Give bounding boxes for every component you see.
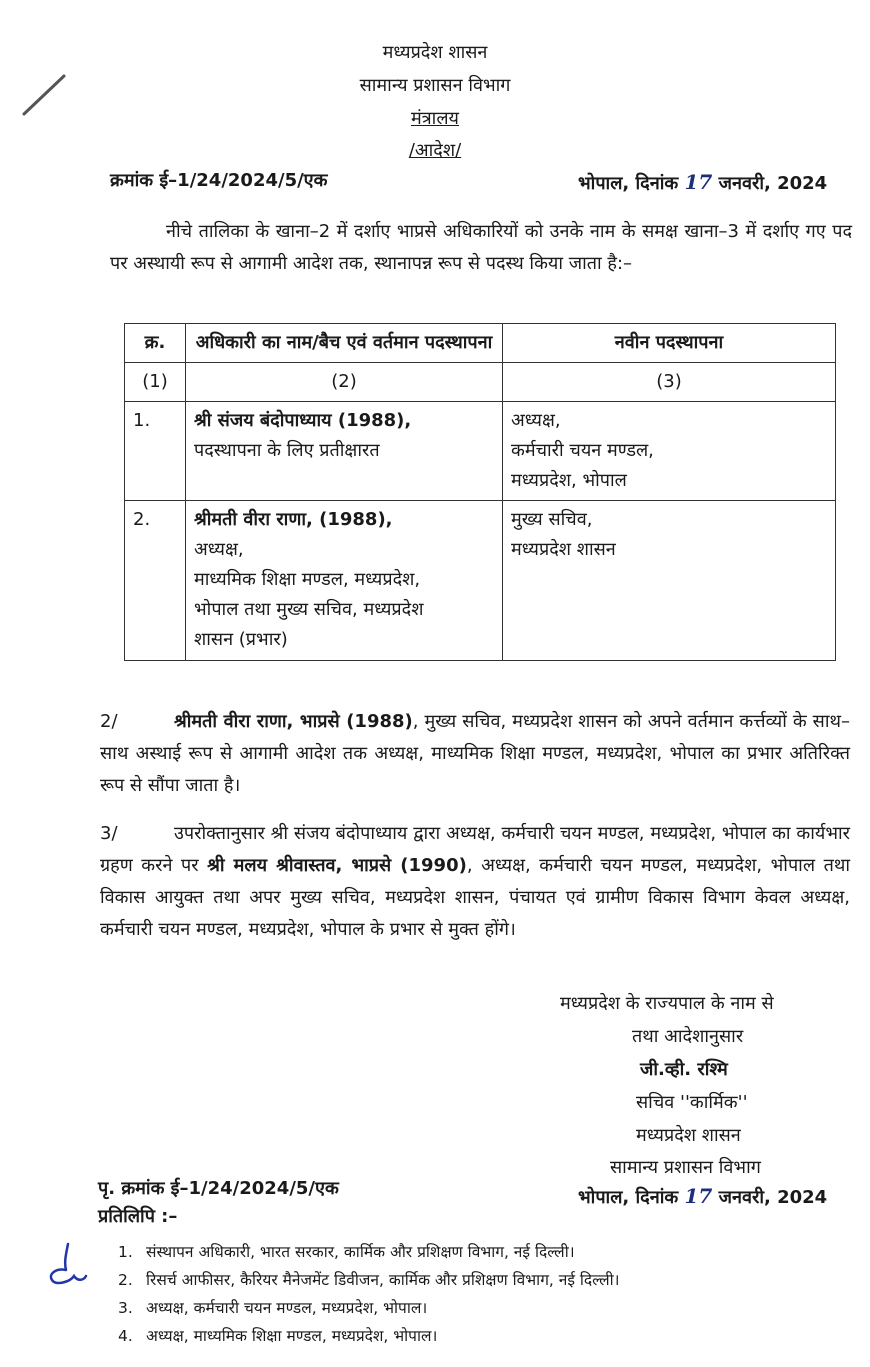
signatory-name: जी.व्ही. रश्मि — [640, 1059, 728, 1080]
table-row — [125, 501, 836, 661]
handwritten-mark-icon — [40, 1240, 90, 1290]
row-new-posting — [503, 501, 836, 661]
para-bold-name: श्रीमती वीरा राणा, भाप्रसे (1988) — [174, 711, 413, 732]
signatory-department: सामान्य प्रशासन विभाग — [610, 1157, 761, 1178]
order-date: भोपाल, दिनांक 17 जनवरी, 2024 — [578, 170, 828, 194]
officer-current: अध्यक्ष, — [194, 539, 244, 560]
handwritten-day: 17 — [684, 1184, 713, 1208]
new-posting-line: अध्यक्ष, — [511, 410, 561, 431]
para-text: उपरोक्तानुसार श्री संजय बंदोपाध्याय द्वारा अध्यक्ष, कर्मचारी चयन मण्डल, मध्यप्रदेश, भोपाल का कार्यभार ग्रहण करने पर — [100, 823, 850, 876]
intro-paragraph: नीचे तालिका के खाना–2 में दर्शाए भाप्रसे अधिकारियों को उनके नाम के समक्ष खाना–3 में दर्शाए गए पद पर अस्थायी रूप से आगामी आदेश तक, स्थानापन्न रूप से पदस्थ किया जाता है:– — [110, 221, 852, 274]
table-header-row — [125, 324, 836, 363]
signature-authority-2: तथा आदेशानुसार — [632, 1026, 744, 1047]
table-row — [125, 402, 836, 501]
para-number: 2/ — [100, 711, 118, 732]
officer-current: पदस्थापना के लिए प्रतीक्षारत — [194, 440, 380, 461]
cc-list — [118, 1238, 838, 1350]
row-new-posting — [503, 402, 836, 501]
signatory-designation: सचिव ''कार्मिक'' — [636, 1092, 748, 1113]
header-department: सामान्य प्रशासन विभाग — [359, 75, 511, 96]
header-serial: क्र. — [125, 324, 186, 363]
officer-name: श्री संजय बंदोपाध्याय (1988), — [194, 410, 412, 431]
row-serial: 1. — [125, 402, 186, 501]
row-officer — [186, 501, 503, 661]
row-officer — [186, 402, 503, 501]
officer-current: शासन (प्रभार) — [194, 629, 288, 650]
para-number: 3/ — [100, 823, 118, 844]
new-posting-line: मुख्य सचिव, — [511, 509, 593, 530]
officer-current: माध्यमिक शिक्षा मण्डल, मध्यप्रदेश, — [194, 569, 421, 590]
order-number: क्रमांक ई–1/24/2024/5/एक — [110, 170, 328, 191]
header-government: मध्यप्रदेश शासन — [382, 42, 488, 63]
header-order: /आदेश/ — [408, 140, 462, 161]
cc-label: प्रतिलिपि :– — [98, 1206, 178, 1227]
new-posting-line: कर्मचारी चयन मण्डल, — [511, 440, 654, 461]
endorsement-number: पृ. क्रमांक ई–1/24/2024/5/एक — [98, 1178, 339, 1199]
posting-table — [124, 323, 836, 661]
row-serial: 2. — [125, 501, 186, 661]
officer-name: श्रीमती वीरा राणा, (1988), — [194, 509, 393, 530]
list-item: 2. रिसर्च आफीसर, कैरियर मैनेजमेंट डिवीजन, कार्मिक और प्रशिक्षण विभाग, नई दिल्ली। — [118, 1271, 620, 1289]
header-ministry: मंत्रालय — [410, 108, 459, 129]
colnum-3: (3) — [503, 363, 836, 402]
paragraph-2 — [100, 706, 850, 802]
list-item: 1. संस्थापन अधिकारी, भारत सरकार, कार्मिक और प्रशिक्षण विभाग, नई दिल्ली। — [118, 1243, 575, 1261]
header-new-posting: नवीन पदस्थापना — [503, 324, 836, 363]
new-posting-line: मध्यप्रदेश, भोपाल — [511, 470, 627, 491]
list-item: 4. अध्यक्ष, माध्यमिक शिक्षा मण्डल, मध्यप्रदेश, भोपाल। — [118, 1327, 438, 1345]
officer-current: भोपाल तथा मुख्य सचिव, मध्यप्रदेश — [194, 599, 424, 620]
para-bold-name: श्री मलय श्रीवास्तव, भाप्रसे (1990) — [207, 855, 467, 876]
para-text: , अध्यक्ष, कर्मचारी चयन मण्डल, मध्यप्रदेश, भोपाल तथा विकास आयुक्त तथा अपर मुख्य सचिव, मध्यप्रदेश शासन, पंचायत एवं ग्रामीण विकास विभाग केवल अध्यक्ष, कर्मचारी चयन मण्डल, मध्यप्रदेश, भोपाल के प्रभार से मुक्त होंगे। — [100, 855, 851, 940]
para-text: , मुख्य सचिव, मध्यप्रदेश शासन को अपने वर्तमान कर्त्तव्यों के साथ–साथ अस्थाई रूप से आगामी आदेश तक अध्यक्ष, माध्यमिक शिक्षा मण्डल, मध्यप्रदेश, भोपाल का प्रभार अतिरिक्त रूप से सौंपा जाता है। — [100, 711, 850, 796]
handwritten-day: 17 — [684, 170, 713, 194]
colnum-2: (2) — [186, 363, 503, 402]
table-colnum-row — [125, 363, 836, 402]
signatory-org: मध्यप्रदेश शासन — [636, 1125, 741, 1146]
list-item: 3. अध्यक्ष, कर्मचारी चयन मण्डल, मध्यप्रदेश, भोपाल। — [118, 1299, 428, 1317]
signature-authority: मध्यप्रदेश के राज्यपाल के नाम से — [560, 993, 774, 1014]
new-posting-line: मध्यप्रदेश शासन — [511, 539, 616, 560]
header-officer: अधिकारी का नाम/बैच एवं वर्तमान पदस्थापना — [186, 324, 503, 363]
endorsement-date: भोपाल, दिनांक 17 जनवरी, 2024 — [578, 1184, 828, 1208]
colnum-1: (1) — [125, 363, 186, 402]
paragraph-3 — [100, 818, 850, 946]
